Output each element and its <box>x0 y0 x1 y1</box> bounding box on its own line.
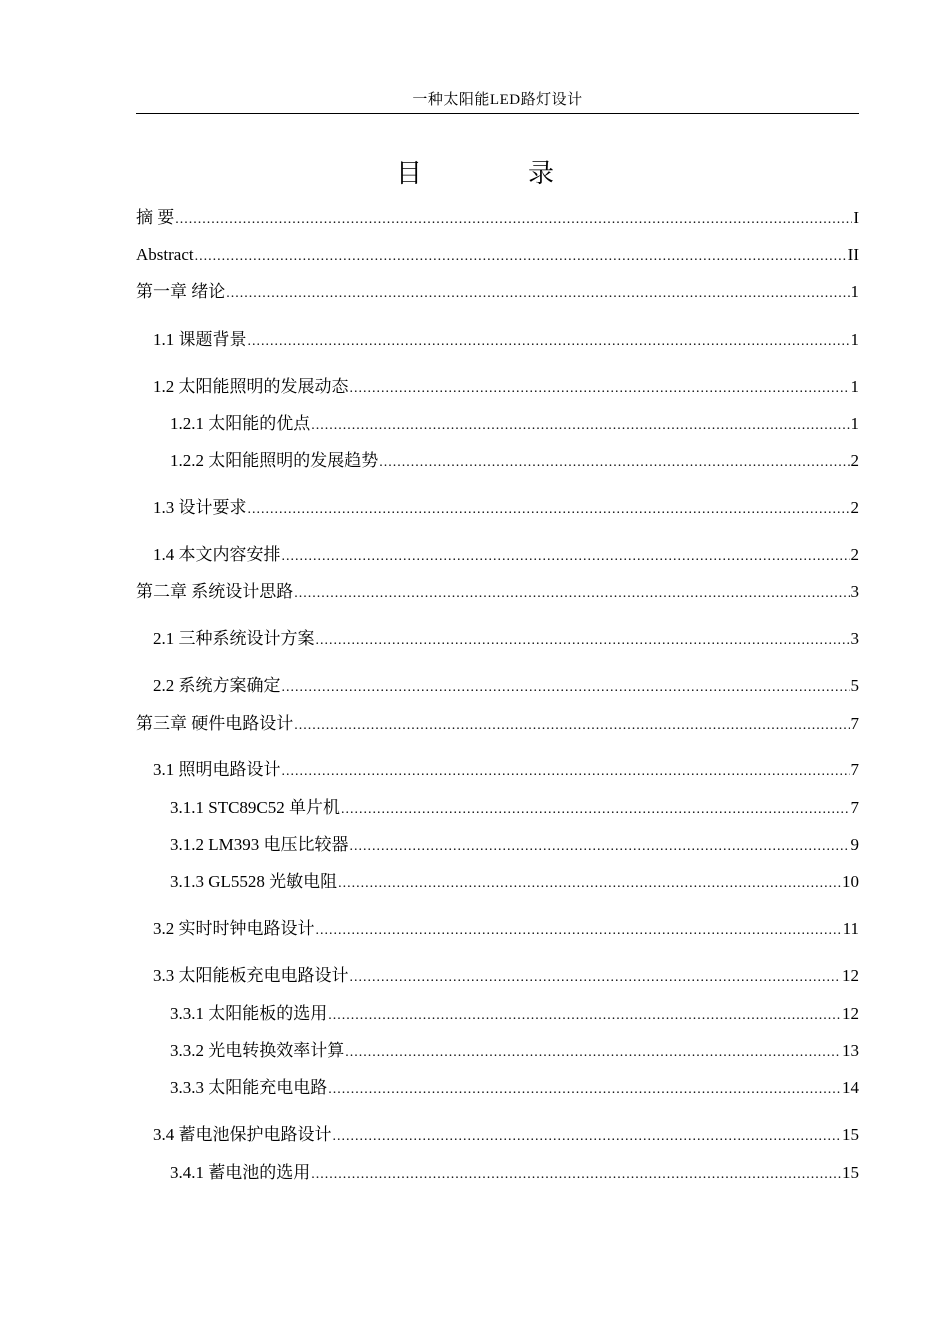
toc-leader-dots <box>282 758 850 784</box>
toc-entry-label: 第二章 系统设计思路 <box>136 582 294 601</box>
toc-entry-page: 3 <box>850 629 859 648</box>
toc-entry-label: 3.2 实时时钟电路设计 <box>153 919 315 938</box>
toc-leader-dots <box>294 712 849 738</box>
page-header: 一种太阳能LED路灯设计 <box>412 92 583 108</box>
toc-entry-label: 3.3.3 太阳能充电电路 <box>170 1078 328 1097</box>
toc-entry-page: 1 <box>850 377 859 396</box>
toc-entry-page: 2 <box>850 498 859 517</box>
toc-entry[interactable] <box>136 917 859 943</box>
toc-leader-dots <box>311 412 849 438</box>
toc-entry[interactable] <box>136 1002 859 1028</box>
toc-leader-dots <box>328 1076 841 1102</box>
toc-leader-dots <box>316 917 842 943</box>
toc-leader-dots <box>333 1123 842 1149</box>
toc-entry[interactable] <box>136 375 859 401</box>
toc-entry-page: 10 <box>842 872 859 891</box>
toc-leader-dots <box>175 206 852 232</box>
toc-entry[interactable] <box>136 833 859 859</box>
toc-entry-label: 第一章 绪论 <box>136 282 226 301</box>
toc-entry[interactable] <box>136 280 859 306</box>
toc-entry-label: 2.1 三种系统设计方案 <box>153 629 315 648</box>
toc-leader-dots <box>350 964 842 990</box>
toc-entry-page: 7 <box>850 798 859 817</box>
toc-leader-dots <box>248 496 850 522</box>
toc-entry-page: I <box>853 208 859 227</box>
toc-entry-page: 2 <box>850 451 859 470</box>
toc-entry[interactable] <box>136 627 859 653</box>
toc-leader-dots <box>341 796 849 822</box>
toc-leader-dots <box>294 580 849 606</box>
toc-leader-dots <box>350 375 850 401</box>
toc-entry-label: 3.4.1 蓄电池的选用 <box>170 1163 311 1182</box>
toc-entry-label: 1.2.1 太阳能的优点 <box>170 414 311 433</box>
toc-entry-page: 3 <box>850 582 859 601</box>
toc-entry-page: 5 <box>850 676 859 695</box>
toc-entry-page: 1 <box>850 282 859 301</box>
toc-entry[interactable] <box>136 712 859 738</box>
toc-entry-label: 1.3 设计要求 <box>153 498 247 517</box>
toc-leader-dots <box>350 833 850 859</box>
toc-entry-label: 3.1.3 GL5528 光敏电阻 <box>170 872 338 891</box>
toc-leader-dots <box>338 870 841 896</box>
toc-entry-label: 3.3 太阳能板充电电路设计 <box>153 966 349 985</box>
toc-entry-page: 11 <box>842 919 859 938</box>
toc-entry[interactable] <box>136 674 859 700</box>
toc-entry-page: 9 <box>850 835 859 854</box>
toc-entry[interactable] <box>136 1076 859 1102</box>
toc-entry-label: 1.1 课题背景 <box>153 330 247 349</box>
toc-entry[interactable] <box>136 964 859 990</box>
toc-entry-label: 3.1.2 LM393 电压比较器 <box>170 835 349 854</box>
toc-leader-dots <box>248 328 850 354</box>
toc-entry[interactable] <box>136 1161 859 1187</box>
toc-entry[interactable] <box>136 1123 859 1149</box>
toc-entry-page: II <box>847 245 859 264</box>
toc-entry[interactable] <box>136 580 859 606</box>
toc-entry-page: 15 <box>842 1163 859 1182</box>
toc-entry-page: 14 <box>842 1078 859 1097</box>
toc-entry-page: 12 <box>842 966 859 985</box>
toc-entry-page: 13 <box>842 1041 859 1060</box>
header-rule <box>136 113 859 114</box>
toc-entry[interactable] <box>136 412 859 438</box>
toc-leader-dots <box>311 1161 841 1187</box>
toc-entry-label: 3.4 蓄电池保护电路设计 <box>153 1125 332 1144</box>
toc-leader-dots <box>226 280 849 306</box>
toc-entry-label: Abstract <box>136 245 194 264</box>
toc-leader-dots <box>316 627 850 653</box>
toc-leader-dots <box>345 1039 841 1065</box>
toc-leader-dots <box>328 1002 841 1028</box>
toc-entry-label: 1.4 本文内容安排 <box>153 545 281 564</box>
toc-entry[interactable] <box>136 449 859 475</box>
toc-leader-dots <box>195 243 847 269</box>
toc-entry-label: 3.1 照明电路设计 <box>153 760 281 779</box>
toc-heading: 目 录 <box>395 159 594 189</box>
toc-entry-label: 3.3.2 光电转换效率计算 <box>170 1041 345 1060</box>
toc-entry-label: 3.1.1 STC89C52 单片机 <box>170 798 341 817</box>
toc-entry-page: 7 <box>850 760 859 779</box>
toc-entry-label: 2.2 系统方案确定 <box>153 676 281 695</box>
toc-leader-dots <box>282 543 850 569</box>
toc-entry-page: 12 <box>842 1004 859 1023</box>
toc-entry[interactable] <box>136 758 859 784</box>
toc-entry-label: 3.3.1 太阳能板的选用 <box>170 1004 328 1023</box>
toc-leader-dots <box>379 449 849 475</box>
toc-entry-page: 15 <box>842 1125 859 1144</box>
toc-entry[interactable] <box>136 243 859 269</box>
toc-entry-label: 1.2.2 太阳能照明的发展趋势 <box>170 451 379 470</box>
toc-entry-page: 7 <box>850 714 859 733</box>
toc-entry[interactable] <box>136 870 859 896</box>
toc-entry-label: 1.2 太阳能照明的发展动态 <box>153 377 349 396</box>
toc-entry-page: 1 <box>850 414 859 433</box>
toc-entry[interactable] <box>136 796 859 822</box>
toc-entry-label: 摘 要 <box>136 208 175 227</box>
toc-leader-dots <box>282 674 850 700</box>
toc-entry-page: 1 <box>850 330 859 349</box>
toc-entry[interactable] <box>136 328 859 354</box>
toc-entry[interactable] <box>136 1039 859 1065</box>
toc-entry-label: 第三章 硬件电路设计 <box>136 714 294 733</box>
toc-entry-page: 2 <box>850 545 859 564</box>
toc-entry[interactable] <box>136 543 859 569</box>
toc-entry[interactable] <box>136 496 859 522</box>
toc-entry[interactable] <box>136 206 859 232</box>
